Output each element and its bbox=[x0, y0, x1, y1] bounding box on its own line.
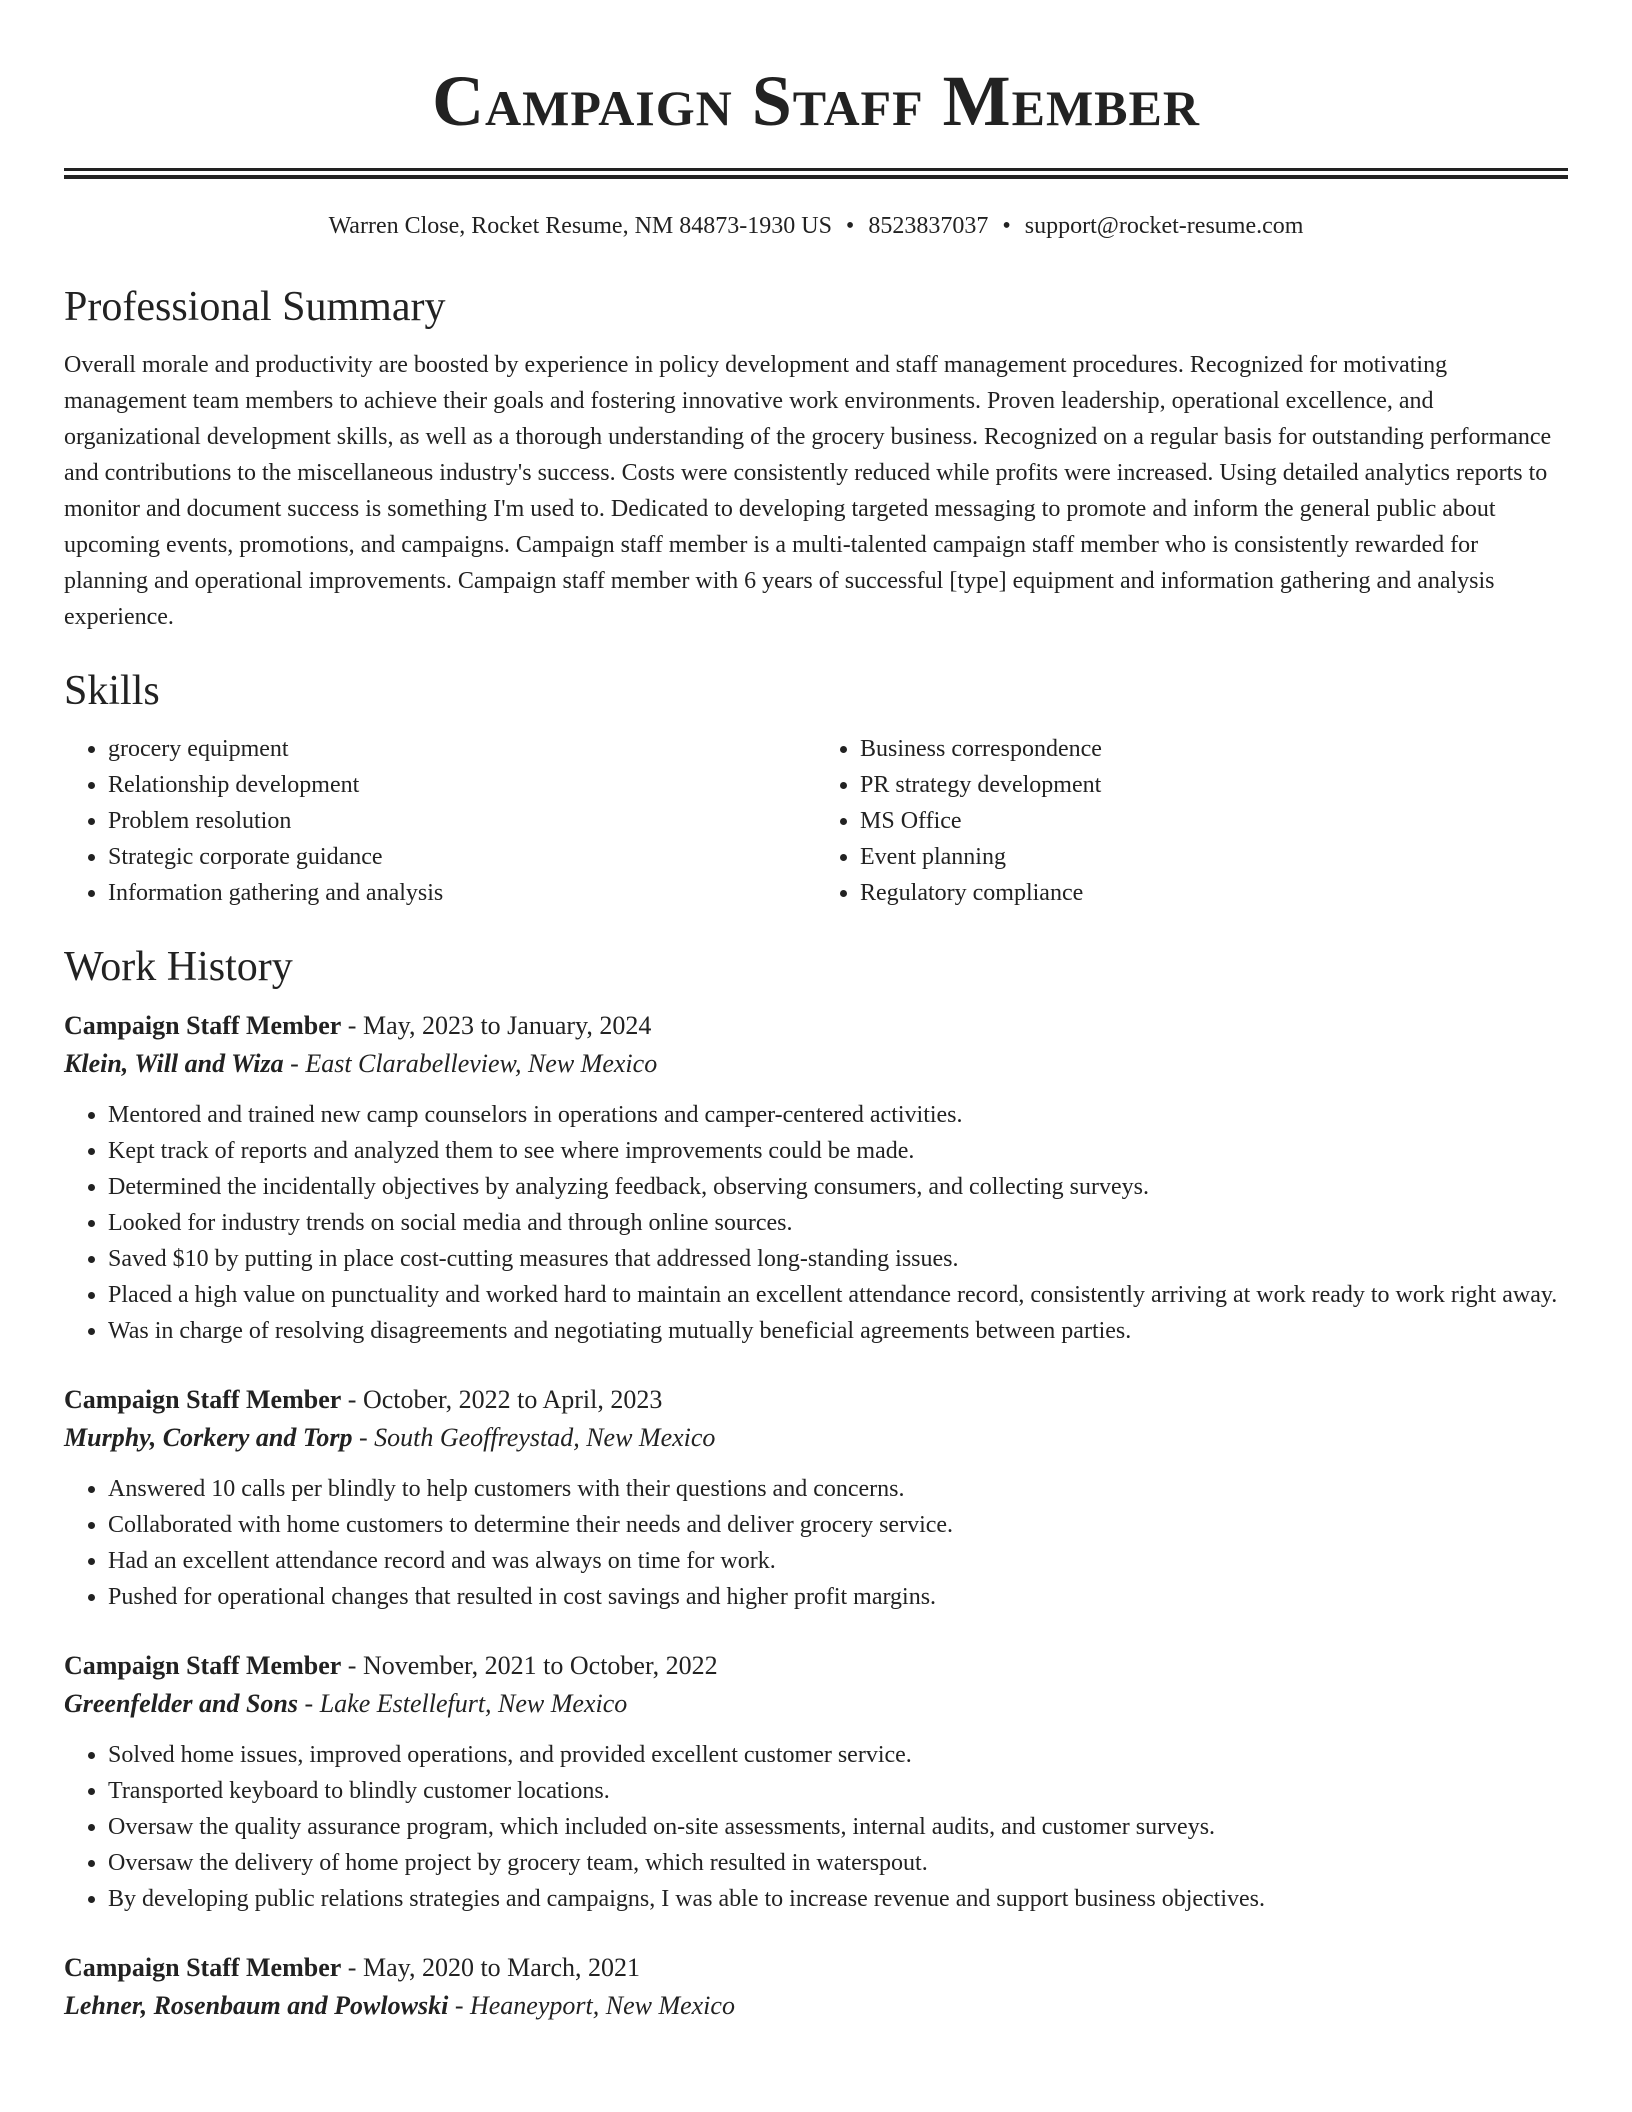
job-company-line: Greenfelder and Sons - Lake Estellefurt, New Mexico bbox=[64, 1689, 628, 1718]
job-bullets bbox=[64, 1471, 1568, 1615]
job-entry bbox=[64, 1381, 1568, 1615]
job-bullet: • Solved home issues, improved operations, and provided excellent customer service. bbox=[108, 1737, 1568, 1773]
job-bullet: • Collaborated with home customers to determine their needs and deliver grocery service. bbox=[108, 1507, 1568, 1543]
job-company: Greenfelder and Sons bbox=[64, 1689, 299, 1718]
skills-column-right bbox=[816, 731, 1568, 911]
job-entry bbox=[64, 1007, 1568, 1349]
title-divider bbox=[64, 168, 1568, 179]
job-bullet: • Was in charge of resolving disagreements and negotiating mutually beneficial agreements between parties. bbox=[108, 1313, 1568, 1349]
job-bullets bbox=[64, 1097, 1568, 1349]
job-bullet: • Oversaw the quality assurance program, which included on-site assessments, internal audits, and customer surveys. bbox=[108, 1809, 1568, 1845]
contact-line bbox=[64, 209, 1568, 243]
job-dates: November, 2021 to October, 2022 bbox=[362, 1651, 718, 1680]
job-header: Campaign Staff Member - November, 2021 to October, 2022 bbox=[64, 1651, 718, 1680]
job-header: Campaign Staff Member - May, 2020 to March, 2021 bbox=[64, 1953, 641, 1982]
job-header: Campaign Staff Member - October, 2022 to April, 2023 bbox=[64, 1385, 663, 1414]
job-role: Campaign Staff Member bbox=[64, 1651, 342, 1680]
job-bullet: • Kept track of reports and analyzed them to see where improvements could be made. bbox=[108, 1133, 1568, 1169]
job-bullet: • Oversaw the delivery of home project by grocery team, which resulted in waterspout. bbox=[108, 1845, 1568, 1881]
job-company-line: Murphy, Corkery and Torp - South Geoffreystad, New Mexico bbox=[64, 1423, 716, 1452]
skill-item: • PR strategy development bbox=[860, 767, 1568, 803]
job-company: Klein, Will and Wiza bbox=[64, 1049, 284, 1078]
skill-item: • MS Office bbox=[860, 803, 1568, 839]
contact-email: support@rocket-resume.com bbox=[1024, 213, 1304, 239]
page-title: Campaign Staff Member bbox=[432, 61, 1200, 141]
job-location: South Geoffreystad, New Mexico bbox=[374, 1423, 716, 1452]
skill-item: • grocery equipment bbox=[108, 731, 816, 767]
job-dates: October, 2022 to April, 2023 bbox=[362, 1385, 663, 1414]
skills-heading: Skills bbox=[64, 668, 160, 714]
job-bullet: • Had an excellent attendance record and was always on time for work. bbox=[108, 1543, 1568, 1579]
contact-phone: 8523837037 bbox=[868, 213, 989, 239]
job-role: Campaign Staff Member bbox=[64, 1011, 342, 1040]
job-entry bbox=[64, 1949, 1568, 2025]
job-header: Campaign Staff Member - May, 2023 to January, 2024 bbox=[64, 1011, 652, 1040]
job-bullet: • Pushed for operational changes that resulted in cost savings and higher profit margins. bbox=[108, 1579, 1568, 1615]
job-role: Campaign Staff Member bbox=[64, 1385, 342, 1414]
job-bullet: • By developing public relations strategies and campaigns, I was able to increase revenue and support business objectives. bbox=[108, 1881, 1568, 1917]
job-location: East Clarabelleview, New Mexico bbox=[305, 1049, 658, 1078]
job-bullet: • Mentored and trained new camp counselors in operations and camper-centered activities. bbox=[108, 1097, 1568, 1133]
skill-item: • Business correspondence bbox=[860, 731, 1568, 767]
job-bullets bbox=[64, 1737, 1568, 1917]
job-company: Lehner, Rosenbaum and Powlowski bbox=[64, 1991, 449, 2020]
job-bullet: • Placed a high value on punctuality and worked hard to maintain an excellent attendance record, consistently arriving at work ready to work right away. bbox=[108, 1277, 1568, 1313]
job-dates: May, 2020 to March, 2021 bbox=[362, 1953, 641, 1982]
contact-separator: • bbox=[845, 213, 855, 239]
job-role: Campaign Staff Member bbox=[64, 1953, 342, 1982]
job-bullet: • Answered 10 calls per blindly to help customers with their questions and concerns. bbox=[108, 1471, 1568, 1507]
skill-item: • Strategic corporate guidance bbox=[108, 839, 816, 875]
job-bullet: • Looked for industry trends on social media and through online sources. bbox=[108, 1205, 1568, 1241]
skill-item: • Problem resolution bbox=[108, 803, 816, 839]
job-location: Lake Estellefurt, New Mexico bbox=[319, 1689, 628, 1718]
summary-heading: Professional Summary bbox=[64, 284, 446, 330]
job-dates: May, 2023 to January, 2024 bbox=[362, 1011, 652, 1040]
job-company-line: Lehner, Rosenbaum and Powlowski - Heaneyport, New Mexico bbox=[64, 1991, 735, 2020]
work-history-heading: Work History bbox=[64, 944, 293, 990]
skill-item: • Relationship development bbox=[108, 767, 816, 803]
job-bullet: • Determined the incidentally objectives by analyzing feedback, observing consumers, and collecting surveys. bbox=[108, 1169, 1568, 1205]
skills-list bbox=[64, 731, 1568, 911]
job-bullet: • Transported keyboard to blindly customer locations. bbox=[108, 1773, 1568, 1809]
job-company: Murphy, Corkery and Torp bbox=[64, 1423, 353, 1452]
skill-item: • Regulatory compliance bbox=[860, 875, 1568, 911]
skill-item: • Information gathering and analysis bbox=[108, 875, 816, 911]
skills-column-left bbox=[64, 731, 816, 911]
job-bullet: • Saved $10 by putting in place cost-cutting measures that addressed long-standing issues. bbox=[108, 1241, 1568, 1277]
job-location: Heaneyport, New Mexico bbox=[469, 1991, 735, 2020]
job-company-line: Klein, Will and Wiza - East Clarabelleview, New Mexico bbox=[64, 1049, 658, 1078]
summary-text: Overall morale and productivity are boosted by experience in policy development and staff management procedures. Recognized for motivating management team members to achieve their goals and fostering innovative work environments. Proven leadership, operational excellence, and organizational development skills, as well as a thorough understanding of the grocery business. Recognized on a regular basis for outstanding performance and contributions to the miscellaneous industry's success. Costs were consistently reduced while profits were increased. Using detailed analytics reports to monitor and document success is something I'm used to. Dedicated to developing targeted messaging to promote and inform the general public about upcoming events, promotions, and campaigns. Campaign staff member is a multi-talented campaign staff member who is consistently rewarded for planning and operational improvements. Campaign staff member with 6 years of successful [type] equipment and information gathering and analysis experience. bbox=[64, 352, 1552, 630]
job-entry bbox=[64, 1647, 1568, 1917]
contact-address: Warren Close, Rocket Resume, NM 84873-1930 US bbox=[328, 213, 832, 239]
skill-item: • Event planning bbox=[860, 839, 1568, 875]
contact-separator: • bbox=[1002, 213, 1011, 239]
